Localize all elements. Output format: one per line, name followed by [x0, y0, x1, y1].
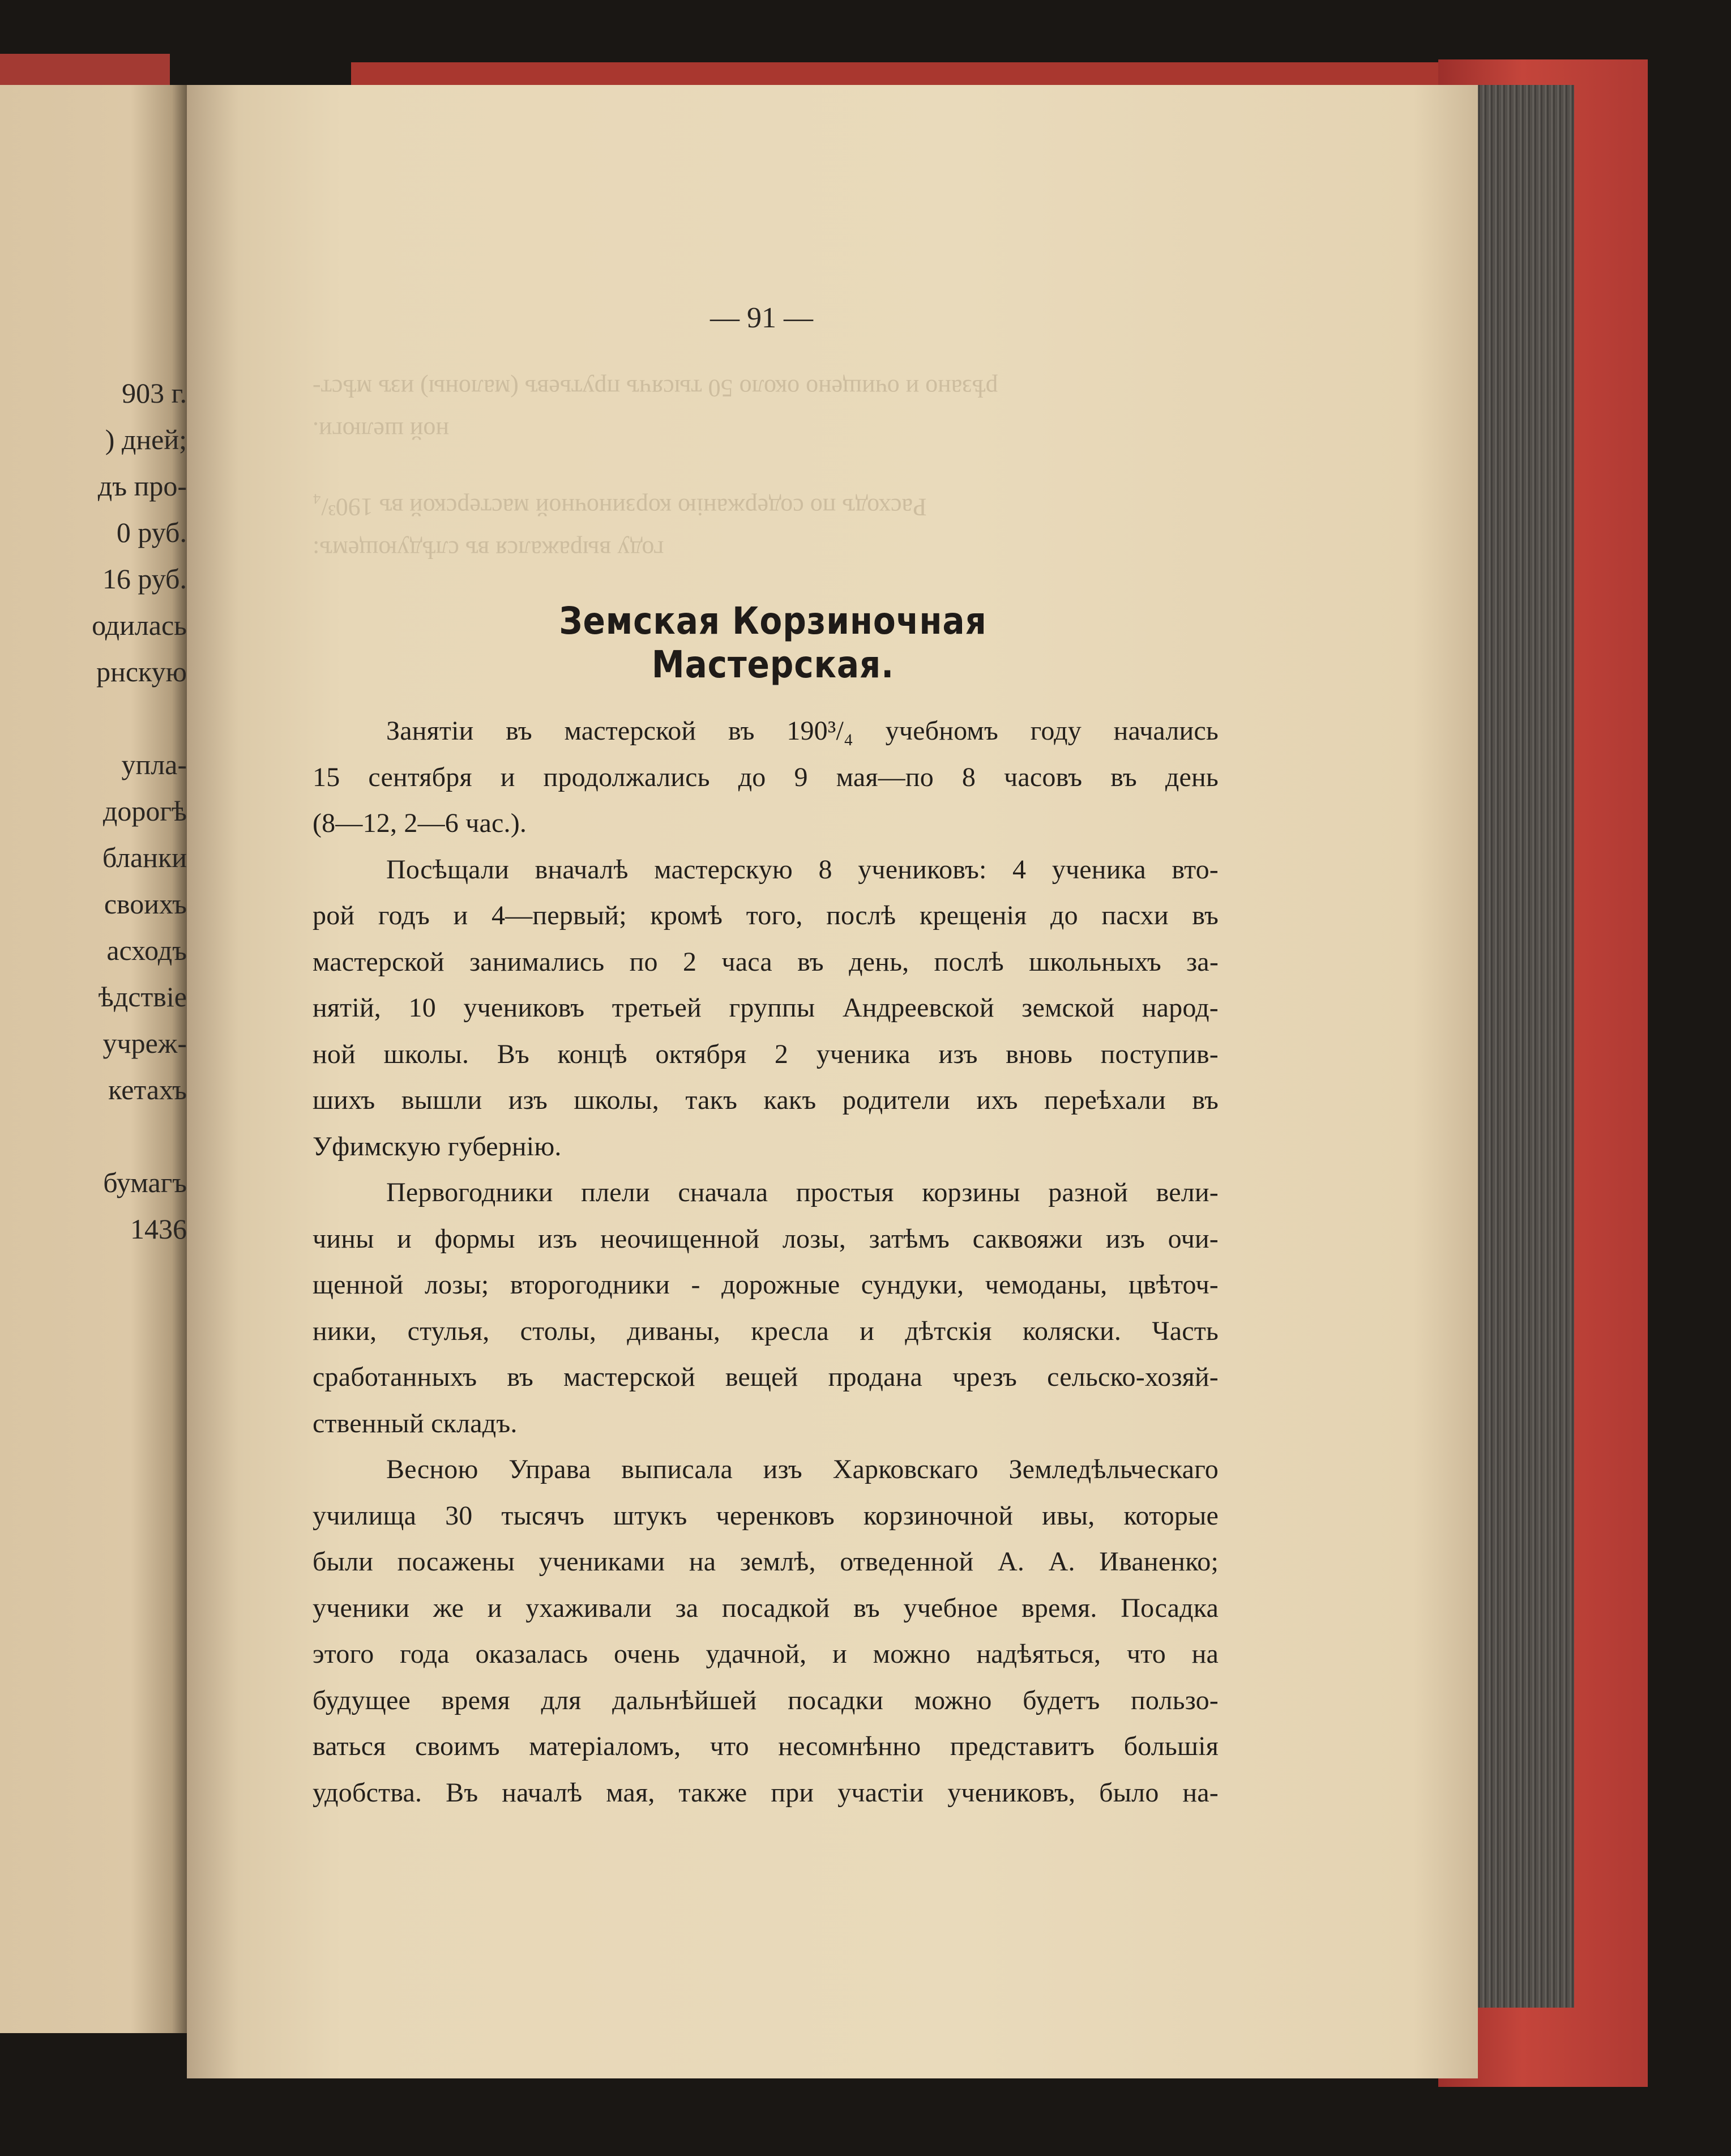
bleed-through-line: рѣзано и очищено около 50 тысячъ прутьевъ (малоны) изъ мѣст- [313, 374, 998, 402]
left-page-line: кетахъ [108, 1074, 187, 1105]
page-number: — 91 — [710, 302, 813, 334]
text-line: шихъ вышли изъ школы, такъ какъ родители ихъ переѣхали въ [313, 1085, 1219, 1115]
left-page-line: 0 руб. [116, 516, 187, 548]
left-page-line: рнскую [96, 656, 187, 688]
text-line: чины и формы изъ неочищенной лозы, затѣмъ саквояжи изъ очи- [313, 1223, 1219, 1254]
text-line: 15 сентября и продолжались до 9 мая—по 8 часовъ въ день [313, 762, 1219, 792]
bleed-through-line: году выражался въ слѣдующемъ: [313, 536, 664, 563]
text-line: Первогодники плели сначала простыя корзины разной вели- [386, 1177, 1219, 1207]
book-cover-left [0, 54, 170, 88]
left-page-line: дорогѣ [102, 795, 187, 827]
text-line: (8—12, 2—6 час.). [313, 808, 527, 838]
text-line: рой годъ и 4—первый; кромѣ того, послѣ крещенія до пасхи въ [313, 900, 1219, 930]
text-line: будущее время для дальнѣйшей посадки можно будетъ пользо- [313, 1685, 1219, 1715]
left-page-line: дъ про- [97, 470, 187, 502]
text-line: Занятіи въ мастерской въ 190³/₄ учебномъ году начались [386, 716, 1219, 746]
text-line: щенной лозы; второгодники - дорожные сундуки, чемоданы, цвѣточ- [313, 1270, 1219, 1300]
left-page-line: ѣдствіе [98, 981, 187, 1013]
left-page-line: 903 г. [122, 377, 187, 409]
bleed-through-line: Расходъ по содержанію корзиночной мастерской въ 190³/₄ [313, 493, 927, 521]
page-title: Земская Корзиночная Мастерская. [559, 599, 987, 686]
text-line: нятій, 10 учениковъ третьей группы Андреевской земской народ- [313, 993, 1219, 1023]
text-line: ной школы. Въ концѣ октября 2 ученика изъ вновь поступив- [313, 1039, 1219, 1069]
left-page-line: учреж- [102, 1027, 187, 1059]
page-block-edge [1475, 85, 1574, 2008]
left-page-fragment [0, 85, 187, 2033]
text-line: училища 30 тысячъ штукъ черенковъ корзиночной ивы, которые [313, 1500, 1219, 1531]
left-page-line: бумагъ [103, 1167, 187, 1198]
left-page-line: асходъ [106, 934, 187, 966]
body-text [313, 708, 1219, 1816]
text-line: Уфимскую губернію. [313, 1131, 562, 1162]
text-line: ваться своимъ матеріаломъ, что несомнѣнно представитъ большія [313, 1731, 1219, 1761]
text-line: сработанныхъ въ мастерской вещей продана чрезъ сельско-хозяй- [313, 1362, 1219, 1392]
left-page-line: 16 руб. [102, 563, 187, 595]
text-line: были посажены учениками на землѣ, отведенной А. А. Иваненко; [313, 1547, 1219, 1577]
left-page-line: своихъ [104, 888, 187, 920]
text-line: ученики же и ухаживали за посадкой въ учебное время. Посадка [313, 1593, 1219, 1623]
text-line: Посѣщали вначалѣ мастерскую 8 учениковъ: 4 ученика вто- [386, 854, 1219, 885]
text-line: этого года оказалась очень удачной, и можно надѣяться, что на [313, 1639, 1219, 1669]
text-line: ственный складъ. [313, 1408, 518, 1438]
left-page-line: одилась [92, 609, 187, 641]
text-line: мастерской занимались по 2 часа въ день, послѣ школьныхъ за- [313, 946, 1219, 977]
text-line: Весною Управа выписала изъ Харковскаго Земледѣльческаго [386, 1454, 1219, 1484]
left-page-line: 1436 [130, 1213, 187, 1245]
text-line: ники, стулья, столы, диваны, кресла и дѣтскія коляски. Часть [313, 1316, 1219, 1346]
left-page-line: ) дней; [105, 424, 187, 455]
left-page-line: бланки [102, 842, 187, 873]
left-page-line: упла- [121, 749, 187, 780]
bleed-through-line: ной шелюги. [313, 417, 449, 445]
text-line: удобства. Въ началѣ мая, также при участіи учениковъ, было на- [313, 1777, 1219, 1808]
